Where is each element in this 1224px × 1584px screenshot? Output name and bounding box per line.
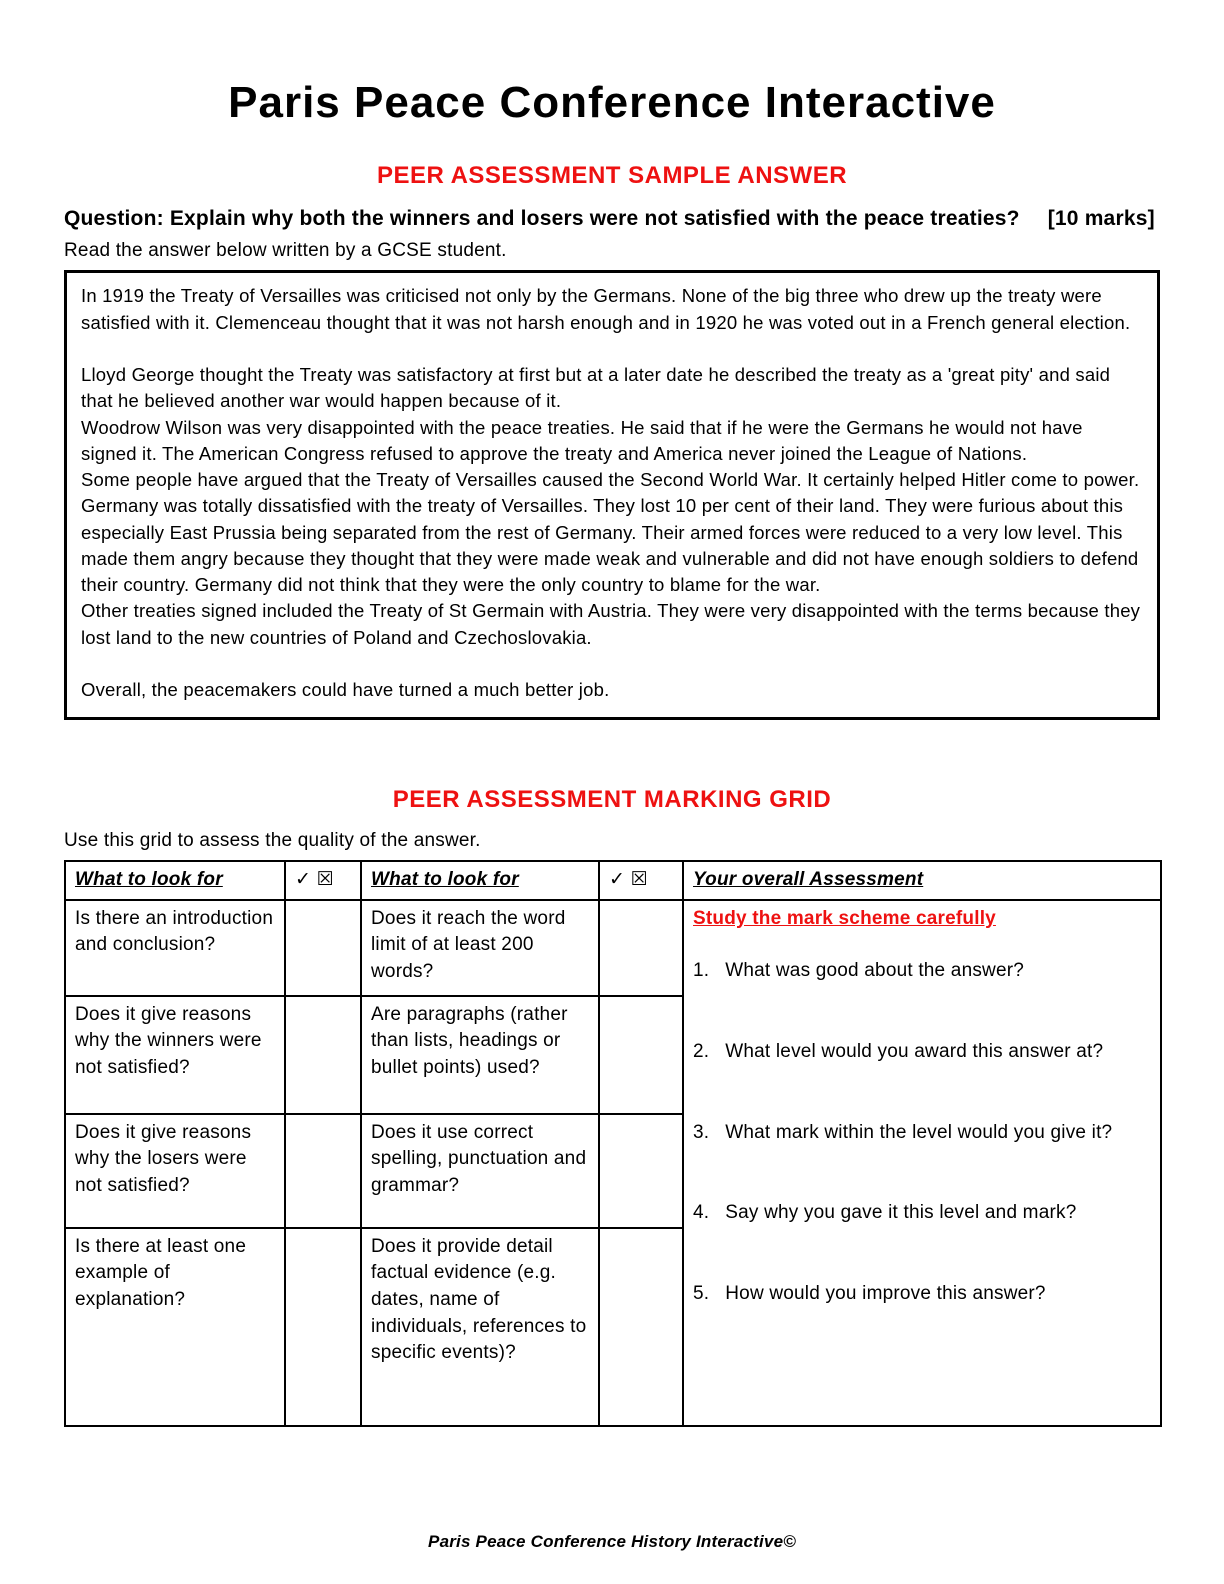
check-header-2	[599, 861, 683, 900]
answer-paragraph: Some people have argued that the Treaty of Versailles caused the Second World War. It certainly helped Hitler come to power.	[81, 469, 1140, 491]
overall-assessment-cell	[683, 900, 1161, 1426]
question-number: 1.	[693, 960, 710, 982]
question-line	[64, 204, 1160, 234]
cross-box-icon: ☒	[316, 869, 334, 891]
question-text: What mark within the level would you give it?	[725, 1121, 1113, 1143]
check-cell	[599, 1114, 683, 1228]
check-cell	[285, 996, 361, 1114]
question-text: Say why you gave it this level and mark?	[725, 1202, 1077, 1224]
marking-grid-table	[64, 860, 1162, 1427]
sample-answer-box	[64, 270, 1160, 720]
page-title: Paris Peace Conference Interactive	[228, 78, 996, 127]
assessment-question-5	[693, 1281, 1151, 1308]
overall-assessment-header: Your overall Assessment	[683, 861, 1161, 900]
criterion-word-limit: Does it reach the word limit of at least 200 words?	[361, 900, 599, 996]
criterion-losers-reasons: Does it give reasons why the losers were not satisfied?	[65, 1114, 285, 1228]
marks-label: [10 marks]	[1047, 207, 1155, 230]
marking-grid-heading: PEER ASSESSMENT MARKING GRID	[392, 786, 832, 814]
answer-paragraph: Overall, the peacemakers could have turned a much better job.	[81, 678, 610, 700]
answer-paragraph: In 1919 the Treaty of Versailles was criticised not only by the Germans. None of the big three who drew up the treaty were satisfied with it. Clemenceau thought that it was not harsh enough and in 1920 he was voted out in a French general election.	[81, 285, 1131, 333]
study-mark-scheme-note: Study the mark scheme carefully	[693, 907, 996, 929]
answer-blank-line	[81, 651, 1143, 677]
question-text: What level would you award this answer at?	[725, 1040, 1104, 1062]
assessment-question-3	[693, 1120, 1151, 1147]
criterion-spelling-grammar: Does it use correct spelling, punctuation and grammar?	[361, 1114, 599, 1228]
sample-answer-instruction: Read the answer below written by a GCSE student.	[64, 240, 507, 262]
check-cell	[599, 1228, 683, 1426]
assessment-question-1	[693, 958, 1151, 985]
question-text: What was good about the answer?	[725, 960, 1025, 982]
question-text: Explain why both the winners and losers were not satisfied with the peace treaties?	[169, 207, 1020, 230]
answer-paragraph: Lloyd George thought the Treaty was satisfactory at first but at a later date he described the treaty as a 'great pity' and said that he believed another war would happen because of it.	[81, 363, 1111, 412]
look-for-header-1: What to look for	[65, 861, 285, 900]
criterion-example-explanation: Is there at least one example of explanation?	[65, 1228, 285, 1426]
marking-grid-instruction: Use this grid to assess the quality of the answer.	[64, 830, 481, 852]
look-for-header-2: What to look for	[361, 861, 599, 900]
question-number: 3.	[693, 1121, 710, 1143]
answer-paragraph: Other treaties signed included the Treaty of St Germain with Austria. They were very disappointed with the terms because they lost land to the new countries of Poland and Czechoslovakia.	[81, 600, 1141, 648]
question-number: 5.	[693, 1282, 710, 1304]
page-footer: Paris Peace Conference History Interactive©	[428, 1532, 796, 1551]
criterion-winners-reasons: Does it give reasons why the winners were not satisfied?	[65, 996, 285, 1114]
check-cell	[285, 1114, 361, 1228]
check-cell	[285, 1228, 361, 1426]
answer-paragraph: Germany was totally dissatisfied with the treaty of Versailles. They lost 10 per cent of their land. They were furious about this especially East Prussia being separated from the rest of Germany. Their armed forces were reduced to a very low level. This made them angry because they thought that they were made weak and vulnerable and did not have enough soldiers to defend their country. Germany did not think that they were the only country to blame for the war.	[81, 495, 1139, 596]
criterion-factual-evidence: Does it provide detail factual evidence (e.g. dates, name of individuals, references to specific events)?	[361, 1228, 599, 1426]
answer-blank-line	[81, 336, 1143, 362]
assessment-question-4	[693, 1200, 1151, 1227]
marking-grid-section	[64, 786, 1160, 1427]
criterion-intro-conclusion: Is there an introduction and conclusion?	[65, 900, 285, 996]
assessment-question-2	[693, 1039, 1151, 1066]
answer-paragraph: Woodrow Wilson was very disappointed with the peace treaties. He said that if he were the Germans he would not have signed it. The American Congress refused to approve the treaty and America never joined the League of Nations.	[81, 416, 1083, 464]
question-number: 2.	[693, 1040, 710, 1062]
cross-box-icon: ☒	[630, 869, 648, 891]
check-header-1	[285, 861, 361, 900]
check-icon: ✓	[609, 869, 626, 891]
check-cell	[599, 996, 683, 1114]
question-number: 4.	[693, 1202, 710, 1224]
criterion-paragraphs-used: Are paragraphs (rather than lists, headings or bullet points) used?	[361, 996, 599, 1114]
grid-row-1	[65, 900, 1161, 996]
check-cell	[599, 900, 683, 996]
question-label: Question:	[64, 207, 164, 230]
question-text: How would you improve this answer?	[725, 1282, 1046, 1304]
grid-header-row	[65, 861, 1161, 900]
check-cell	[285, 900, 361, 996]
sample-answer-heading: PEER ASSESSMENT SAMPLE ANSWER	[376, 162, 848, 189]
check-icon: ✓	[295, 869, 312, 891]
